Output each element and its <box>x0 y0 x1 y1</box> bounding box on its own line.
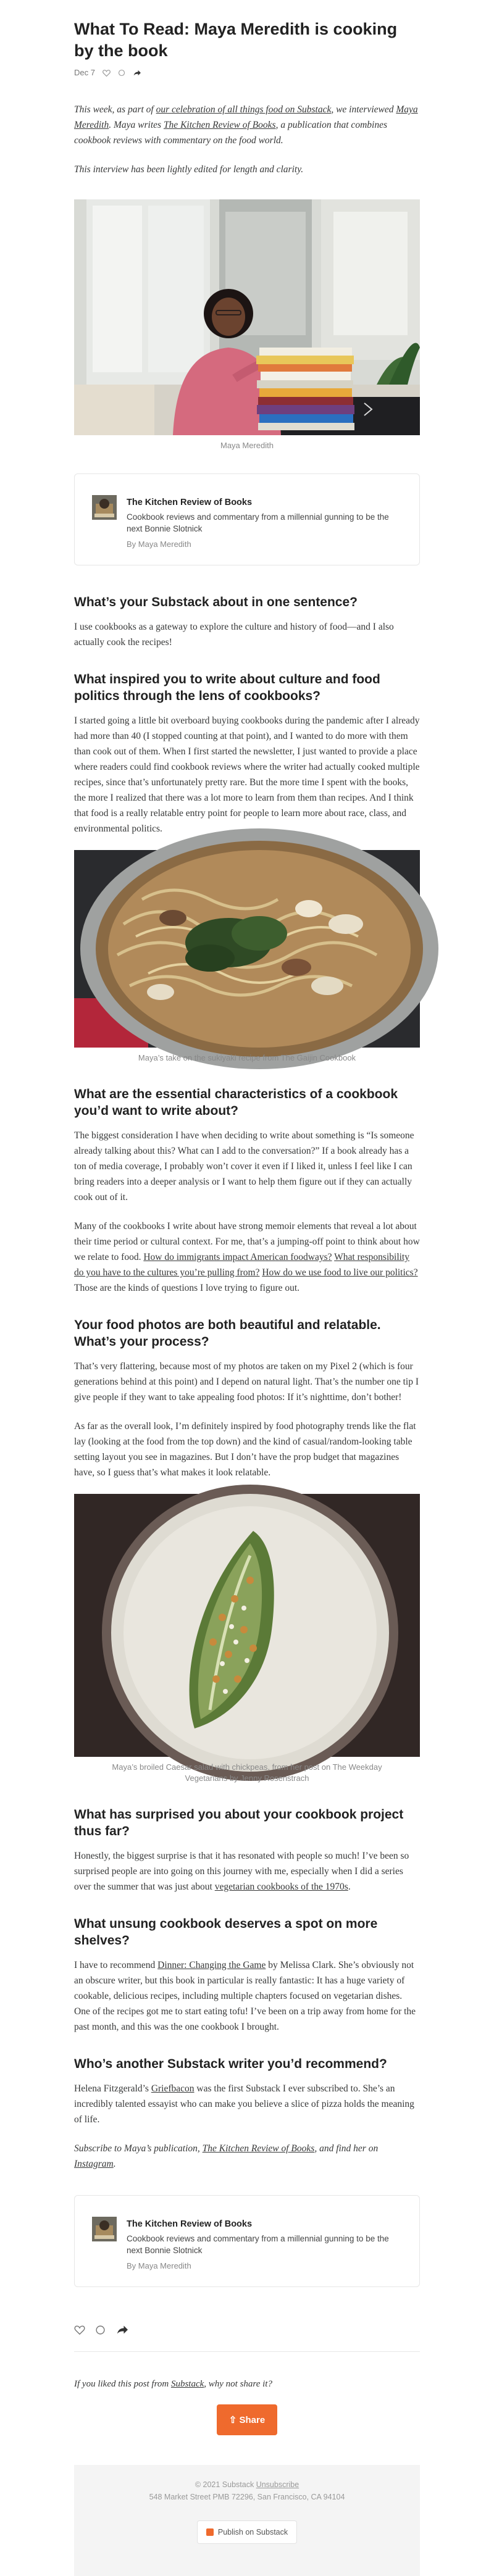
q7-answer: Helena Fitzgerald’s Griefbacon was the first Substack I ever subscribed to. She’s an incredibly talented essayist who can make you believe a slice of pizza holds the meaning of life. <box>74 2083 414 2125</box>
intro-paragraph: This week, as part of our celebration of all things food on Substack, we interviewed Maya Meredith. Maya writes The Kitchen Review of Books, a publication that combines cookbook reviews with commentary on the food world. <box>74 104 418 146</box>
footer-address: 548 Market Street PMB 72296, San Francisco, CA 94104 <box>149 2493 345 2501</box>
heart-icon[interactable] <box>74 2325 85 2335</box>
q3-answer-p1: The biggest consideration I have when deciding to write about something is “Is someone already talking about this? What can I add to the conversation?” If a book already has a ton of media coverage, I probably won’t cover it even if I liked it, unless I feel like I can bring readers into a deeper analysis or I want to help them figure out if they can actually cook out of it. <box>74 1130 414 1203</box>
publication-embed-card-bottom[interactable] <box>74 2195 420 2287</box>
q1-heading: What’s your Substack about in one sentence? <box>74 595 358 609</box>
publication-logo-icon <box>92 495 117 520</box>
share-button[interactable]: ⇧ Share <box>217 2404 277 2435</box>
post-actions <box>74 2324 420 2335</box>
cultural-responsibility-link[interactable]: What responsibility do you have to the cultures you’re pulling from? <box>74 1252 409 1278</box>
q1-answer: I use cookbooks as a gateway to explore the culture and history of food—and I also actually cook the recipes! <box>74 622 394 648</box>
post-date: Dec 7 <box>74 68 95 77</box>
maya-meredith-link[interactable]: Maya Meredith <box>74 104 418 130</box>
edit-note: This interview has been lightly edited for length and clarity. <box>74 164 304 175</box>
q6-answer: I have to recommend Dinner: Changing the Game by Melissa Clark. She’s obviously not an obscure writer, but this book in particular is really fantastic: It has a huge variety of cookable, delicious recipes, including multiple chapters focused on vegetarian dishes. One of the recipes got me to start eating tofu! I’ve been on a trip away from home for the past month, and this was the one cookbook I brought. <box>74 1960 416 2032</box>
embed-byline: By Maya Meredith <box>127 2261 191 2270</box>
post-container <box>74 0 420 2576</box>
food-politics-link[interactable]: How do we use food to live our politics? <box>262 1267 418 1278</box>
q3-heading: What are the essential characteristics of a cookbook you’d want to write about? <box>74 1087 398 1118</box>
portrait-caption: Maya Meredith <box>220 441 274 450</box>
divider <box>74 2351 420 2352</box>
publish-on-substack-button[interactable] <box>197 2520 297 2544</box>
comment-icon[interactable] <box>118 69 125 77</box>
sukiyaki-caption: Maya’s take on the sukiyaki recipe from The Gaijin Cookbook <box>138 1053 356 1062</box>
substack-link[interactable]: Substack <box>170 2379 204 2389</box>
footer <box>74 2465 420 2576</box>
unsubscribe-link[interactable]: Unsubscribe <box>256 2480 299 2489</box>
share-button-label: Share <box>239 2415 266 2425</box>
closing-paragraph: Subscribe to Maya’s publication, The Kitchen Review of Books, and find her on Instagram. <box>74 2143 379 2169</box>
publication-link[interactable]: The Kitchen Review of Books <box>163 120 276 130</box>
embed-publication-name: The Kitchen Review of Books <box>127 498 253 507</box>
share-icon[interactable] <box>133 69 141 77</box>
q2-answer: I started going a little bit overboard buying cookbooks during the pandemic after I already had more than 40 (I stopped counting at that point), and I wanted to do more with them than cook out of them. When I first started the newsletter, I just wanted to provide a place where readers could find cookbook reviews where the writer had actually cooked multiple recipes, since that’s unfortunately pretty rare. But the more time I spent with the books, the more I realized that there was a lot more to learn from them than recipes. And I think that food is a really relatable entry point for people to learn more about race, class, and environmental politics. <box>74 715 420 834</box>
publication-embed-card[interactable] <box>74 473 420 565</box>
q2-heading: What inspired you to write about culture and food politics through the lens of cookbooks? <box>74 672 380 703</box>
griefbacon-link[interactable]: Griefbacon <box>151 2083 195 2094</box>
cookbook-stack <box>256 348 354 430</box>
maya-portrait-image <box>74 199 420 435</box>
dinner-changing-the-game-link[interactable]: Dinner: Changing the Game <box>157 1960 266 1970</box>
substack-logo-icon <box>206 2528 214 2536</box>
comment-icon[interactable] <box>95 2325 106 2335</box>
share-prompt: If you liked this post from Substack, why not share it? <box>74 2379 272 2389</box>
caesar-salad-caption: Maya’s broiled Caesar salad with chickpeas, from her post on The Weekday Vegetarians by Jenny Rosenstrach <box>112 1762 382 1783</box>
q4-answer-p1: That’s very flattering, because most of my photos are taken on my Pixel 2 (which is four generations behind at this point) and I depend on natural light. That’s the number one tip I give people if they want to take appealing food photos: If it’s nighttime, don’t bother! <box>74 1361 419 1403</box>
q5-answer: Honestly, the biggest surprise is that it has resonated with people so much! I’ve been so surprised people are into going on this journey with me, especially when I did a series over the summer that was just about vegetarian cookbooks of the 1970s. <box>74 1851 409 1892</box>
immigrants-foodways-link[interactable]: How do immigrants impact American foodways? <box>143 1252 332 1262</box>
sukiyaki-image <box>74 850 420 1048</box>
share-icon[interactable] <box>115 2324 129 2335</box>
q4-answer-p2: As far as the overall look, I’m definitely inspired by food photography trends like the flat lay (looking at the food from the top down) and the kind of casual/random-looking table setting layout you see in magazines. But I don’t have the prop budget that magazines have, so I guess that’s what makes it look relatable. <box>74 1421 416 1478</box>
embed-description: Cookbook reviews and commentary from a millennial gunning to be the next Bonnie Slotnick <box>127 2234 389 2255</box>
closing-publication-link[interactable]: The Kitchen Review of Books <box>202 2143 315 2154</box>
vegetarian-cookbooks-link[interactable]: vegetarian cookbooks of the 1970s <box>214 1882 348 1892</box>
q7-heading: Who’s another Substack writer you’d recommend? <box>74 2057 387 2071</box>
publish-button-label: Publish on Substack <box>217 2528 288 2536</box>
instagram-link[interactable]: Instagram <box>74 2159 114 2169</box>
post-title: What To Read: Maya Meredith is cooking by the book <box>74 20 398 60</box>
q5-heading: What has surprised you about your cookbook project thus far? <box>74 1807 404 1838</box>
footer-copyright: © 2021 Substack <box>195 2480 254 2489</box>
embed-publication-name: The Kitchen Review of Books <box>127 2219 253 2229</box>
q3-answer-p2: Many of the cookbooks I write about have strong memoir elements that reveal a lot about their time period or cultural context. For me, that’s a jumping-off point to think about how we relate to food. How do immigrants impact American foodways? What responsibility do you have to the cultures you’re pulling from? How do we use food to live our politics? Those are the kinds of questions I love trying to figure out. <box>74 1221 420 1293</box>
publication-logo-icon <box>92 2217 117 2241</box>
post-meta <box>74 68 420 77</box>
q6-heading: What unsung cookbook deserves a spot on more shelves? <box>74 1917 378 1948</box>
caesar-salad-image <box>74 1494 420 1757</box>
celebration-link[interactable]: our celebration of all things food on Substack <box>156 104 332 115</box>
embed-byline: By Maya Meredith <box>127 540 191 549</box>
heart-icon[interactable] <box>103 69 111 77</box>
q4-heading: Your food photos are both beautiful and relatable. What’s your process? <box>74 1318 381 1349</box>
embed-description: Cookbook reviews and commentary from a millennial gunning to be the next Bonnie Slotnick <box>127 512 389 533</box>
